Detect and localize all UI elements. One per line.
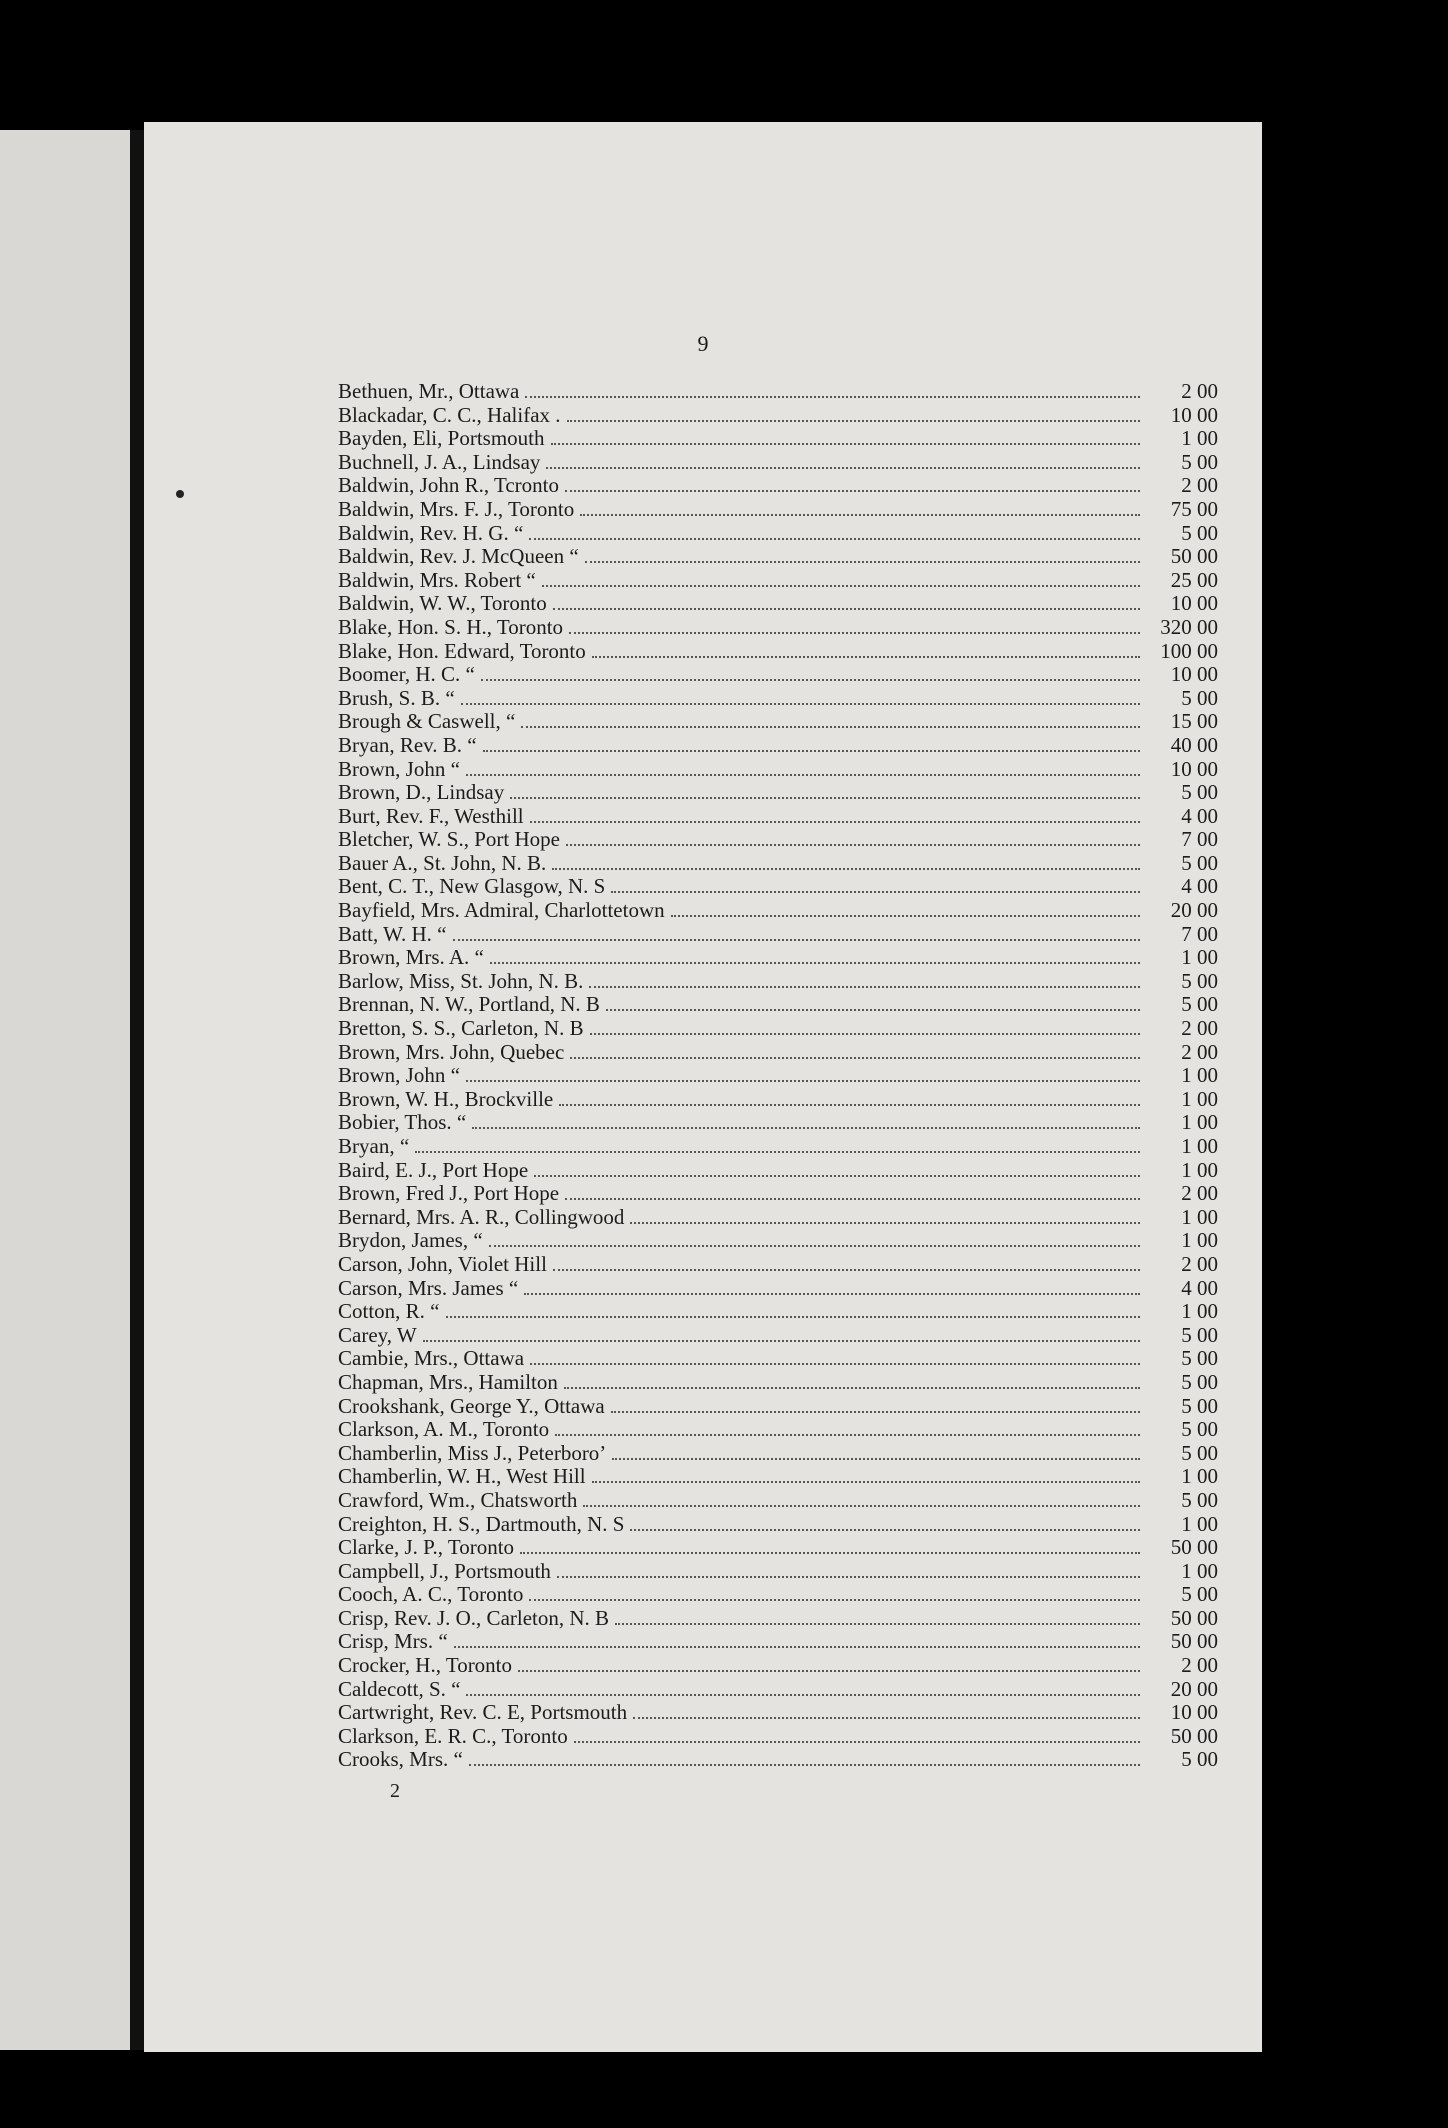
dot-leader	[611, 1411, 1140, 1413]
subscriber-name: Batt, W. H. “	[338, 921, 447, 946]
subscriber-name: Caldecott, S. “	[338, 1676, 461, 1701]
donation-amount: 1 00	[1181, 426, 1218, 451]
dot-leader	[592, 1481, 1140, 1483]
dot-leader	[466, 774, 1140, 776]
subscriber-name: Creighton, H. S., Dartmouth, N. S	[338, 1511, 625, 1536]
donation-amount: 5 00	[1181, 1369, 1218, 1394]
subscriber-name: Brown, John “	[338, 1063, 460, 1088]
list-item	[338, 1041, 1218, 1065]
list-item	[338, 1465, 1218, 1489]
list-item	[338, 1159, 1218, 1183]
subscriber-name: Blackadar, C. C., Halifax .	[338, 402, 561, 427]
subscriber-name: Clarkson, E. R. C., Toronto	[338, 1723, 568, 1748]
donation-amount: 1 00	[1181, 1063, 1218, 1088]
list-item	[338, 404, 1218, 428]
list-item	[338, 828, 1218, 852]
list-item	[338, 734, 1218, 758]
list-item	[338, 427, 1218, 451]
list-item	[338, 380, 1218, 404]
dot-leader	[466, 1080, 1140, 1082]
list-item	[338, 923, 1218, 947]
donation-amount: 50 00	[1170, 1723, 1218, 1748]
dot-leader	[469, 1764, 1140, 1766]
dot-leader	[557, 1576, 1140, 1578]
subscription-list	[338, 380, 1218, 1772]
donation-amount: 1 00	[1181, 1110, 1218, 1135]
donation-amount: 20 00	[1170, 898, 1218, 923]
subscriber-name: Bretton, S. S., Carleton, N. B	[338, 1016, 584, 1041]
donation-amount: 320 00	[1160, 614, 1218, 639]
donation-amount: 15 00	[1170, 709, 1218, 734]
donation-amount: 25 00	[1170, 567, 1218, 592]
donation-amount: 5 00	[1181, 780, 1218, 805]
list-item	[338, 1560, 1218, 1584]
subscriber-name: Cooch, A. C., Toronto	[338, 1582, 524, 1607]
dot-leader	[510, 797, 1140, 799]
dot-leader	[524, 1293, 1140, 1295]
donation-amount: 5 00	[1181, 685, 1218, 710]
donation-amount: 10 00	[1170, 402, 1218, 427]
list-item	[338, 1229, 1218, 1253]
subscriber-name: Bayden, Eli, Portsmouth	[338, 426, 545, 451]
donation-amount: 2 00	[1181, 1653, 1218, 1678]
subscriber-name: Cotton, R. “	[338, 1299, 440, 1324]
subscriber-name: Bethuen, Mr., Ottawa	[338, 379, 520, 403]
donation-amount: 10 00	[1170, 756, 1218, 781]
list-item	[338, 1324, 1218, 1348]
dot-leader	[518, 1670, 1140, 1672]
signature-mark: 2	[390, 1780, 400, 1802]
dot-leader	[583, 1505, 1140, 1507]
subscriber-name: Brown, Mrs. John, Quebec	[338, 1039, 565, 1064]
list-item	[338, 1135, 1218, 1159]
donation-amount: 10 00	[1170, 1700, 1218, 1725]
subscriber-name: Brown, W. H., Brockville	[338, 1086, 554, 1111]
donation-amount: 2 00	[1181, 379, 1218, 403]
list-item	[338, 1489, 1218, 1513]
dot-leader	[489, 1245, 1140, 1247]
list-item	[338, 970, 1218, 994]
subscriber-name: Crookshank, George Y., Ottawa	[338, 1393, 605, 1418]
list-item	[338, 663, 1218, 687]
dot-leader	[630, 1222, 1140, 1224]
list-item	[338, 451, 1218, 475]
subscriber-name: Bayfield, Mrs. Admiral, Charlottetown	[338, 898, 665, 923]
list-item	[338, 1277, 1218, 1301]
dot-leader	[633, 1717, 1140, 1719]
donation-amount: 1 00	[1181, 1299, 1218, 1324]
subscriber-name: Carey, W	[338, 1322, 417, 1347]
subscriber-name: Baldwin, Rev. H. G. “	[338, 520, 524, 545]
donation-amount: 5 00	[1181, 968, 1218, 993]
dot-leader	[415, 1151, 1140, 1153]
list-item	[338, 781, 1218, 805]
dot-leader	[530, 821, 1140, 823]
dot-leader	[606, 1009, 1140, 1011]
donation-amount: 7 00	[1181, 921, 1218, 946]
subscriber-name: Boomer, H. C. “	[338, 662, 475, 687]
list-item	[338, 1206, 1218, 1230]
dot-leader	[423, 1340, 1140, 1342]
dot-leader	[630, 1529, 1140, 1531]
dot-leader	[592, 656, 1140, 658]
dot-leader	[569, 632, 1140, 634]
list-item	[338, 852, 1218, 876]
subscriber-name: Carson, John, Violet Hill	[338, 1251, 547, 1276]
dot-leader	[555, 1434, 1140, 1436]
document-page	[144, 122, 1262, 2052]
subscriber-name: Carson, Mrs. James “	[338, 1275, 519, 1300]
dot-leader	[520, 1552, 1140, 1554]
donation-amount: 1 00	[1181, 1511, 1218, 1536]
donation-amount: 5 00	[1181, 1393, 1218, 1418]
donation-amount: 100 00	[1160, 638, 1218, 663]
donation-amount: 20 00	[1170, 1676, 1218, 1701]
donation-amount: 1 00	[1181, 945, 1218, 970]
subscriber-name: Baird, E. J., Port Hope	[338, 1157, 529, 1182]
subscriber-name: Brown, Mrs. A. “	[338, 945, 484, 970]
subscriber-name: Burt, Rev. F., Westhill	[338, 803, 524, 828]
subscriber-name: Crawford, Wm., Chatsworth	[338, 1487, 578, 1512]
subscriber-name: Brown, D., Lindsay	[338, 780, 505, 805]
list-item	[338, 1300, 1218, 1324]
donation-amount: 5 00	[1181, 1346, 1218, 1371]
list-item	[338, 498, 1218, 522]
page-gutter	[130, 130, 144, 2050]
subscriber-name: Campbell, J., Portsmouth	[338, 1558, 551, 1583]
subscriber-name: Blake, Hon. Edward, Toronto	[338, 638, 586, 663]
subscriber-name: Bryan, Rev. B. “	[338, 732, 477, 757]
list-item	[338, 687, 1218, 711]
list-item	[338, 875, 1218, 899]
subscriber-name: Clarke, J. P., Toronto	[338, 1535, 515, 1560]
dot-leader	[481, 679, 1140, 681]
subscriber-name: Baldwin, Mrs. Robert “	[338, 567, 536, 592]
list-item	[338, 805, 1218, 829]
dot-leader	[534, 1175, 1140, 1177]
subscriber-name: Bernard, Mrs. A. R., Collingwood	[338, 1204, 625, 1229]
page-number: 9	[697, 331, 709, 356]
donation-amount: 50 00	[1170, 1535, 1218, 1560]
donation-amount: 4 00	[1181, 1275, 1218, 1300]
dot-leader	[546, 467, 1140, 469]
list-item	[338, 1395, 1218, 1419]
dot-leader	[553, 1269, 1140, 1271]
donation-amount: 50 00	[1170, 1605, 1218, 1630]
list-item	[338, 1371, 1218, 1395]
donation-amount: 1 00	[1181, 1157, 1218, 1182]
subscriber-name: Chapman, Mrs., Hamilton	[338, 1369, 558, 1394]
donation-amount: 2 00	[1181, 1016, 1218, 1041]
dot-leader	[567, 420, 1140, 422]
dot-leader	[529, 1599, 1140, 1601]
subscriber-name: Brydon, James, “	[338, 1228, 483, 1253]
subscriber-name: Baldwin, Rev. J. McQueen “	[338, 544, 579, 569]
dot-leader	[612, 1458, 1140, 1460]
dot-leader	[472, 1127, 1140, 1129]
subscriber-name: Brown, John “	[338, 756, 460, 781]
subscriber-name: Brown, Fred J., Port Hope	[338, 1181, 560, 1206]
donation-amount: 1 00	[1181, 1464, 1218, 1489]
subscriber-name: Chamberlin, W. H., West Hill	[338, 1464, 586, 1489]
dot-leader	[585, 561, 1140, 563]
donation-amount: 1 00	[1181, 1134, 1218, 1158]
dot-leader	[615, 1623, 1140, 1625]
subscriber-name: Buchnell, J. A., Lindsay	[338, 449, 541, 474]
donation-amount: 7 00	[1181, 827, 1218, 852]
donation-amount: 10 00	[1170, 591, 1218, 616]
dot-leader	[570, 1057, 1140, 1059]
donation-amount: 5 00	[1181, 1440, 1218, 1465]
dot-leader	[551, 443, 1141, 445]
donation-amount: 1 00	[1181, 1086, 1218, 1111]
subscriber-name: Cartwright, Rev. C. E, Portsmouth	[338, 1700, 628, 1725]
subscriber-name: Bent, C. T., New Glasgow, N. S	[338, 874, 606, 899]
subscriber-name: Bryan, “	[338, 1134, 410, 1158]
subscriber-name: Crooks, Mrs. “	[338, 1747, 463, 1772]
donation-amount: 5 00	[1181, 850, 1218, 875]
donation-amount: 5 00	[1181, 520, 1218, 545]
dot-leader	[530, 1363, 1140, 1365]
dot-leader	[566, 844, 1140, 846]
list-item	[338, 616, 1218, 640]
list-item	[338, 1725, 1218, 1749]
list-item	[338, 1017, 1218, 1041]
list-item	[338, 993, 1218, 1017]
list-item	[338, 899, 1218, 923]
list-item	[338, 1654, 1218, 1678]
dot-leader	[559, 1104, 1140, 1106]
list-item	[338, 1607, 1218, 1631]
list-item	[338, 1088, 1218, 1112]
subscriber-name: Brush, S. B. “	[338, 685, 455, 710]
subscriber-name: Baldwin, W. W., Toronto	[338, 591, 547, 616]
donation-amount: 1 00	[1181, 1558, 1218, 1583]
donation-amount: 5 00	[1181, 1582, 1218, 1607]
list-item	[338, 1583, 1218, 1607]
subscriber-name: Bletcher, W. S., Port Hope	[338, 827, 560, 852]
subscriber-name: Crisp, Rev. J. O., Carleton, N. B	[338, 1605, 610, 1630]
dot-leader	[580, 514, 1140, 516]
list-item	[338, 592, 1218, 616]
dot-leader	[552, 868, 1140, 870]
list-item	[338, 1064, 1218, 1088]
donation-amount: 2 00	[1181, 1039, 1218, 1064]
subscriber-name: Cambie, Mrs., Ottawa	[338, 1346, 525, 1371]
donation-amount: 50 00	[1170, 544, 1218, 569]
donation-amount: 1 00	[1181, 1228, 1218, 1253]
list-item	[338, 1182, 1218, 1206]
donation-amount: 2 00	[1181, 1181, 1218, 1206]
list-item	[338, 474, 1218, 498]
dot-leader	[565, 490, 1140, 492]
donation-amount: 2 00	[1181, 1251, 1218, 1276]
dot-leader	[574, 1741, 1140, 1743]
list-item	[338, 1536, 1218, 1560]
dot-leader	[671, 915, 1140, 917]
dot-leader	[529, 538, 1140, 540]
adjacent-page-edge	[0, 130, 130, 2050]
list-item	[338, 1678, 1218, 1702]
list-item	[338, 1630, 1218, 1654]
donation-amount: 1 00	[1181, 1204, 1218, 1229]
dot-leader	[542, 585, 1140, 587]
subscriber-name: Blake, Hon. S. H., Toronto	[338, 614, 564, 639]
subscriber-name: Brennan, N. W., Portland, N. B	[338, 992, 600, 1017]
donation-amount: 50 00	[1170, 1629, 1218, 1654]
subscriber-name: Baldwin, John R., Tcronto	[338, 473, 559, 498]
donation-amount: 5 00	[1181, 1487, 1218, 1512]
dot-leader	[611, 891, 1140, 893]
donation-amount: 2 00	[1181, 473, 1218, 498]
dot-leader	[461, 703, 1140, 705]
list-item	[338, 1748, 1218, 1772]
donation-amount: 5 00	[1181, 1747, 1218, 1772]
donation-amount: 5 00	[1181, 1417, 1218, 1442]
list-item	[338, 1418, 1218, 1442]
list-item	[338, 710, 1218, 734]
donation-amount: 4 00	[1181, 874, 1218, 899]
subscriber-name: Bauer A., St. John, N. B.	[338, 850, 547, 875]
dot-leader	[521, 726, 1140, 728]
subscriber-name: Chamberlin, Miss J., Peterboro’	[338, 1440, 607, 1465]
list-item	[338, 1347, 1218, 1371]
list-item	[338, 640, 1218, 664]
donation-amount: 10 00	[1170, 662, 1218, 687]
donation-amount: 5 00	[1181, 1322, 1218, 1347]
dot-leader	[446, 1316, 1140, 1318]
dot-leader	[466, 1694, 1140, 1696]
donation-amount: 40 00	[1170, 732, 1218, 757]
subscriber-name: Clarkson, A. M., Toronto	[338, 1417, 550, 1442]
subscriber-name: Barlow, Miss, St. John, N. B.	[338, 968, 584, 993]
list-item	[338, 1111, 1218, 1135]
dot-leader	[490, 962, 1140, 964]
dot-leader	[565, 1198, 1140, 1200]
ink-speck	[176, 490, 184, 498]
dot-leader	[564, 1387, 1140, 1389]
dot-leader	[590, 1033, 1140, 1035]
list-item	[338, 946, 1218, 970]
subscriber-name: Baldwin, Mrs. F. J., Toronto	[338, 496, 575, 521]
subscriber-name: Crisp, Mrs. “	[338, 1629, 448, 1654]
donation-amount: 75 00	[1170, 496, 1218, 521]
list-item	[338, 1442, 1218, 1466]
dot-leader	[589, 986, 1140, 988]
list-item	[338, 545, 1218, 569]
list-item	[338, 569, 1218, 593]
list-item	[338, 1701, 1218, 1725]
subscriber-name: Brough & Caswell, “	[338, 709, 516, 734]
donation-amount: 4 00	[1181, 803, 1218, 828]
dot-leader	[525, 396, 1140, 398]
list-item	[338, 1253, 1218, 1277]
dot-leader	[553, 608, 1140, 610]
list-item	[338, 758, 1218, 782]
subscriber-name: Bobier, Thos. “	[338, 1110, 467, 1135]
dot-leader	[454, 1646, 1140, 1648]
donation-amount: 5 00	[1181, 449, 1218, 474]
dot-leader	[453, 939, 1141, 941]
dot-leader	[483, 750, 1140, 752]
list-item	[338, 1513, 1218, 1537]
list-item	[338, 522, 1218, 546]
donation-amount: 5 00	[1181, 992, 1218, 1017]
subscriber-name: Crocker, H., Toronto	[338, 1653, 513, 1678]
